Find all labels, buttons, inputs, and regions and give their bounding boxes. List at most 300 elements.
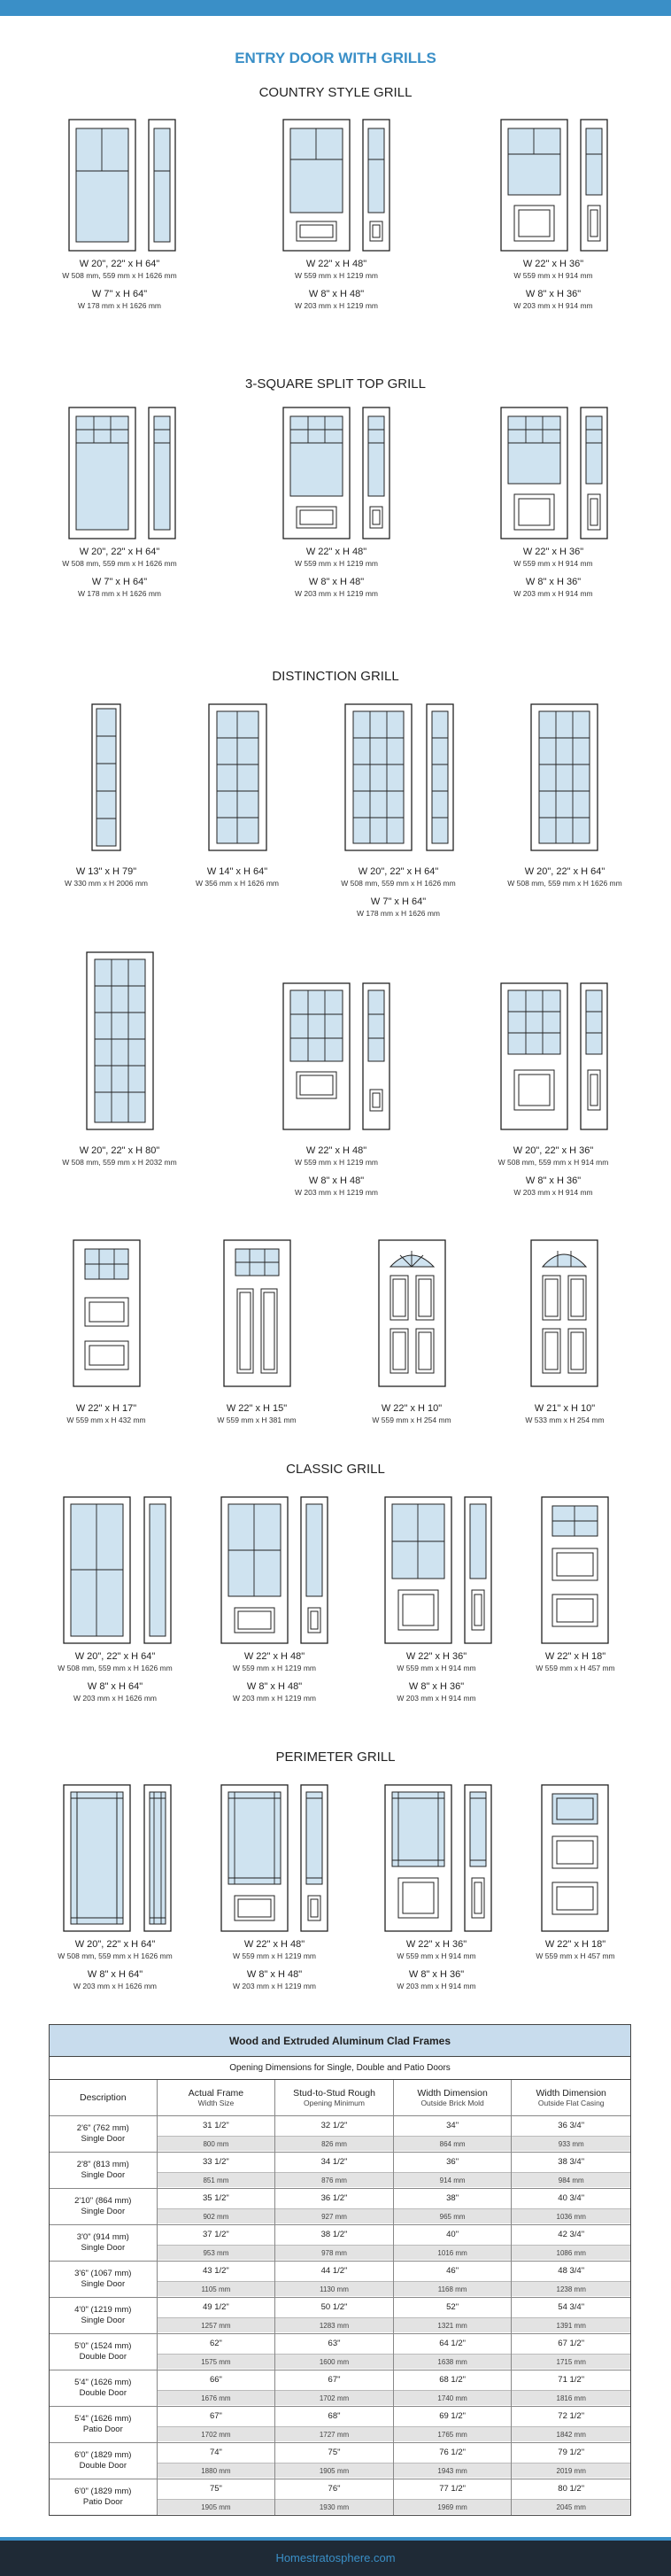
sidelite-perimeter-48 xyxy=(301,1785,328,1931)
caption-distinction-7-side: W 8" x H 36" xyxy=(525,1175,582,1186)
door-distinction-10 xyxy=(379,1240,445,1386)
inch-value: 36 3/4" xyxy=(558,2121,585,2130)
caption-classic-2-size: W 22" x H 48" xyxy=(243,1651,305,1662)
door-distinction-15 xyxy=(224,1240,290,1386)
table-header-row xyxy=(50,2080,630,2116)
caption-split-3-side: W 8" x H 36" xyxy=(525,577,582,587)
column-header-flat-casing xyxy=(512,2080,630,2115)
inch-value: 31 1/2" xyxy=(203,2121,229,2130)
mm-value: 1168 mm xyxy=(394,2281,512,2296)
mm-value: 1638 mm xyxy=(394,2354,512,2369)
door-type: Patio Door xyxy=(82,2425,123,2434)
table-cell xyxy=(275,2189,394,2224)
header-main: Width Dimension xyxy=(536,2088,606,2099)
inch-value: 35 1/2" xyxy=(203,2193,229,2203)
table-cell xyxy=(512,2443,630,2479)
door-perimeter-36 xyxy=(385,1785,451,1931)
caption-split-3-size: W 22" x H 36" xyxy=(522,547,584,557)
mm-value: 984 mm xyxy=(512,2172,630,2187)
caption-classic-3-side-mm: W 203 mm x H 914 mm xyxy=(397,1694,476,1703)
mm-value: 953 mm xyxy=(158,2245,275,2260)
door-size: 4'0" (1219 mm) xyxy=(74,2305,132,2315)
row-description xyxy=(50,2262,158,2297)
caption-country-3-side: W 8" x H 36" xyxy=(525,289,582,299)
inch-value: 33 1/2" xyxy=(203,2157,229,2167)
caption-distinction-6-side: W 8" x H 48" xyxy=(308,1175,365,1186)
sidelite-distinction-79 xyxy=(92,704,120,850)
door-size: 3'6" (1067 mm) xyxy=(74,2269,132,2278)
inch-value: 42 3/4" xyxy=(558,2230,585,2239)
caption-classic-3-size: W 22" x H 36" xyxy=(405,1651,467,1662)
header-main: Width Dimension xyxy=(417,2088,488,2099)
inch-value: 68 1/2" xyxy=(439,2375,466,2385)
caption-distinction-1-mm: W 330 mm x H 2006 mm xyxy=(65,879,148,888)
inch-value: 76 1/2" xyxy=(439,2448,466,2457)
inch-value: 34 1/2" xyxy=(320,2157,348,2167)
caption-distinction-3-side: W 7" x H 64" xyxy=(370,896,427,907)
mm-value: 1930 mm xyxy=(275,2499,393,2514)
inch-value: 38 1/2" xyxy=(320,2230,348,2239)
caption-perimeter-1-side-mm: W 203 mm x H 1626 mm xyxy=(73,1982,157,1990)
caption-split-3-side-mm: W 203 mm x H 914 mm xyxy=(513,589,593,598)
table-cell xyxy=(512,2334,630,2370)
mm-value: 1816 mm xyxy=(512,2390,630,2405)
mm-value: 1969 mm xyxy=(394,2499,512,2514)
caption-perimeter-1-mm: W 508 mm, 559 mm x H 1626 mm xyxy=(58,1951,173,1960)
column-header-frame xyxy=(158,2080,276,2115)
door-distinction-64b xyxy=(531,704,598,850)
inch-value: 64 1/2" xyxy=(439,2339,466,2348)
inch-value: 68" xyxy=(328,2411,341,2421)
caption-country-1-mm: W 508 mm, 559 mm x H 1626 mm xyxy=(62,271,177,280)
table-cell xyxy=(158,2443,276,2479)
caption-distinction-8-size: W 22" x H 17" xyxy=(75,1403,137,1414)
mm-value: 851 mm xyxy=(158,2172,275,2187)
table-cell xyxy=(394,2479,513,2515)
table-cell xyxy=(512,2189,630,2224)
table-cell xyxy=(512,2370,630,2406)
table-cell xyxy=(275,2116,394,2152)
column-header-brick-mold xyxy=(394,2080,513,2115)
door-size: 5'0" (1524 mm) xyxy=(74,2341,132,2351)
table-row xyxy=(50,2189,630,2225)
mm-value: 927 mm xyxy=(275,2208,393,2223)
inch-value: 71 1/2" xyxy=(558,2375,585,2385)
mm-value: 826 mm xyxy=(275,2136,393,2151)
mm-value: 1257 mm xyxy=(158,2317,275,2332)
door-type: Single Door xyxy=(81,2207,126,2216)
table-cell xyxy=(158,2225,276,2261)
table-cell xyxy=(158,2116,276,2152)
row-description xyxy=(50,2443,158,2479)
row-description xyxy=(50,2479,158,2515)
caption-classic-1-side: W 8" x H 64" xyxy=(87,1681,143,1692)
caption-distinction-6-mm: W 559 mm x H 1219 mm xyxy=(295,1158,378,1167)
section-title-perimeter: PERIMETER GRILL xyxy=(275,1750,396,1765)
table-cell xyxy=(394,2334,513,2370)
door-distinction-36 xyxy=(501,983,567,1129)
inch-value: 67" xyxy=(209,2411,222,2421)
table-cell xyxy=(275,2225,394,2261)
inch-value: 54 3/4" xyxy=(558,2302,585,2312)
inch-value: 43 1/2" xyxy=(203,2266,229,2276)
table-cell xyxy=(275,2407,394,2442)
table-cell xyxy=(158,2262,276,2297)
sidelite-country-36 xyxy=(581,120,607,251)
inch-value: 52" xyxy=(446,2302,459,2312)
caption-classic-4-mm: W 559 mm x H 457 mm xyxy=(536,1664,615,1672)
door-size: 5'4" (1626 mm) xyxy=(74,2378,132,2387)
section-title-classic: CLASSIC GRILL xyxy=(286,1462,385,1477)
row-description xyxy=(50,2225,158,2261)
caption-perimeter-3-mm: W 559 mm x H 914 mm xyxy=(397,1951,476,1960)
door-type: Double Door xyxy=(79,2461,127,2471)
mm-value: 1600 mm xyxy=(275,2354,393,2369)
footer-accent-line xyxy=(0,2537,671,2541)
mm-value: 1016 mm xyxy=(394,2245,512,2260)
column-header-rough-opening xyxy=(275,2080,394,2115)
mm-value: 1905 mm xyxy=(158,2499,275,2514)
caption-split-1-size: W 20", 22" x H 64" xyxy=(79,547,160,557)
table-body xyxy=(50,2116,630,2515)
inch-value: 38 3/4" xyxy=(558,2157,585,2167)
caption-perimeter-3-side: W 8" x H 36" xyxy=(408,1969,465,1980)
mm-value: 1238 mm xyxy=(512,2281,630,2296)
inch-value: 48 3/4" xyxy=(558,2266,585,2276)
inch-value: 36" xyxy=(446,2157,459,2167)
sidelite-country-48 xyxy=(363,120,389,251)
caption-classic-4-size: W 22" x H 18" xyxy=(544,1651,606,1662)
caption-country-1-side-mm: W 178 mm x H 1626 mm xyxy=(78,301,161,310)
row-description xyxy=(50,2189,158,2224)
caption-split-2-side: W 8" x H 48" xyxy=(308,577,365,587)
mm-value: 1283 mm xyxy=(275,2317,393,2332)
caption-perimeter-4-size: W 22" x H 18" xyxy=(544,1939,606,1950)
table-cell xyxy=(158,2334,276,2370)
table-cell xyxy=(394,2443,513,2479)
table-cell xyxy=(512,2116,630,2152)
inch-value: 40" xyxy=(446,2230,459,2239)
caption-distinction-2-mm: W 356 mm x H 1626 mm xyxy=(196,879,279,888)
door-classic-64 xyxy=(64,1497,130,1643)
row-description xyxy=(50,2407,158,2442)
caption-split-2-mm: W 559 mm x H 1219 mm xyxy=(295,559,378,568)
inch-value: 32 1/2" xyxy=(320,2121,348,2130)
caption-distinction-6-side-mm: W 203 mm x H 1219 mm xyxy=(295,1188,378,1197)
table-cell xyxy=(394,2153,513,2188)
table-cell xyxy=(394,2262,513,2297)
dimensions-table xyxy=(49,2024,631,2516)
inch-value: 36 1/2" xyxy=(320,2193,348,2203)
table-row xyxy=(50,2334,630,2370)
door-type: Single Door xyxy=(81,2134,126,2144)
caption-distinction-2-size: W 14" x H 64" xyxy=(206,866,268,877)
door-country-36 xyxy=(501,120,567,251)
caption-perimeter-2-side: W 8" x H 48" xyxy=(246,1969,303,1980)
door-classic-36 xyxy=(385,1497,451,1643)
table-row xyxy=(50,2370,630,2407)
sidelite-distinction-64 xyxy=(427,704,453,850)
section-title-split: 3-SQUARE SPLIT TOP GRILL xyxy=(245,376,426,392)
mm-value: 1130 mm xyxy=(275,2281,393,2296)
inch-value: 80 1/2" xyxy=(558,2484,585,2494)
caption-classic-2-side-mm: W 203 mm x H 1219 mm xyxy=(233,1694,316,1703)
table-cell xyxy=(158,2298,276,2333)
caption-country-3-mm: W 559 mm x H 914 mm xyxy=(513,271,593,280)
inch-value: 63" xyxy=(328,2339,341,2348)
table-cell xyxy=(275,2298,394,2333)
door-size: 6'0" (1829 mm) xyxy=(74,2487,132,2496)
header-main: Stud-to-Stud Rough xyxy=(293,2088,375,2099)
door-split-48 xyxy=(283,407,350,539)
table-cell xyxy=(275,2262,394,2297)
sidelite-distinction-48 xyxy=(363,983,389,1129)
door-perimeter-48 xyxy=(221,1785,288,1931)
header-sub: Width Size xyxy=(197,2099,235,2107)
inch-value: 79 1/2" xyxy=(558,2448,585,2457)
caption-classic-2-side: W 8" x H 48" xyxy=(246,1681,303,1692)
caption-perimeter-1-size: W 20", 22" x H 64" xyxy=(74,1939,156,1950)
mm-value: 2019 mm xyxy=(512,2463,630,2478)
door-distinction-10-arch xyxy=(531,1240,598,1386)
door-size: 2'10" (864 mm) xyxy=(74,2196,132,2206)
inch-value: 62" xyxy=(209,2339,222,2348)
caption-country-3-side-mm: W 203 mm x H 914 mm xyxy=(513,301,593,310)
table-cell xyxy=(512,2407,630,2442)
door-split-36 xyxy=(501,407,567,539)
caption-distinction-11-mm: W 533 mm x H 254 mm xyxy=(525,1416,605,1424)
mm-value: 1391 mm xyxy=(512,2317,630,2332)
door-distinction-48 xyxy=(283,983,350,1129)
caption-perimeter-3-size: W 22" x H 36" xyxy=(405,1939,467,1950)
inch-value: 67 1/2" xyxy=(558,2339,585,2348)
inch-value: 44 1/2" xyxy=(320,2266,348,2276)
table-cell xyxy=(158,2479,276,2515)
table-cell xyxy=(394,2116,513,2152)
table-cell xyxy=(512,2153,630,2188)
mm-value: 1765 mm xyxy=(394,2426,512,2441)
table-cell xyxy=(512,2479,630,2515)
caption-perimeter-1-side: W 8" x H 64" xyxy=(87,1969,143,1980)
caption-distinction-5-mm: W 508 mm, 559 mm x H 2032 mm xyxy=(62,1158,177,1167)
table-row xyxy=(50,2262,630,2298)
caption-distinction-10-mm: W 559 mm x H 254 mm xyxy=(372,1416,451,1424)
inch-value: 34" xyxy=(446,2121,459,2130)
door-size: 2'8" (813 mm) xyxy=(76,2160,129,2169)
inch-value: 75" xyxy=(328,2448,341,2457)
door-type: Single Door xyxy=(81,2316,126,2325)
table-cell xyxy=(394,2189,513,2224)
door-distinction-80 xyxy=(87,952,153,1129)
mm-value: 1715 mm xyxy=(512,2354,630,2369)
sidelite-split-48 xyxy=(363,407,389,539)
sidelite-classic-64 xyxy=(144,1497,171,1643)
table-row xyxy=(50,2153,630,2189)
door-perimeter-64 xyxy=(64,1785,130,1931)
mm-value: 1740 mm xyxy=(394,2390,512,2405)
door-type: Double Door xyxy=(79,2352,127,2362)
mm-value: 1905 mm xyxy=(275,2463,393,2478)
caption-country-1-side: W 7" x H 64" xyxy=(91,289,148,299)
mm-value: 902 mm xyxy=(158,2208,275,2223)
inch-value: 74" xyxy=(209,2448,222,2457)
row-description xyxy=(50,2153,158,2188)
table-row xyxy=(50,2443,630,2479)
caption-classic-3-side: W 8" x H 36" xyxy=(408,1681,465,1692)
inch-value: 69 1/2" xyxy=(439,2411,466,2421)
table-cell xyxy=(158,2370,276,2406)
mm-value: 1880 mm xyxy=(158,2463,275,2478)
caption-distinction-4-size: W 20", 22" x H 64" xyxy=(524,866,605,877)
mm-value: 800 mm xyxy=(158,2136,275,2151)
inch-value: 76" xyxy=(328,2484,341,2494)
sidelite-split-36 xyxy=(581,407,607,539)
caption-classic-1-side-mm: W 203 mm x H 1626 mm xyxy=(73,1694,157,1703)
caption-perimeter-2-size: W 22" x H 48" xyxy=(243,1939,305,1950)
caption-distinction-7-size: W 20", 22" x H 36" xyxy=(513,1145,594,1156)
caption-classic-1-mm: W 508 mm, 559 mm x H 1626 mm xyxy=(58,1664,173,1672)
caption-distinction-3-side-mm: W 178 mm x H 1626 mm xyxy=(357,909,440,918)
inch-value: 77 1/2" xyxy=(439,2484,466,2494)
table-cell xyxy=(394,2298,513,2333)
door-size: 5'4" (1626 mm) xyxy=(74,2414,132,2424)
sidelite-perimeter-36 xyxy=(465,1785,491,1931)
inch-value: 49 1/2" xyxy=(203,2302,229,2312)
sidelite-classic-48 xyxy=(301,1497,328,1643)
mm-value: 965 mm xyxy=(394,2208,512,2223)
caption-distinction-7-mm: W 508 mm, 559 mm x H 914 mm xyxy=(497,1158,609,1167)
door-split-64 xyxy=(69,407,135,539)
footer-site-name: Homestratosphere.com xyxy=(275,2551,396,2564)
table-subtitle: Opening Dimensions for Single, Double and Patio Doors xyxy=(50,2057,630,2080)
caption-country-2-side: W 8" x H 48" xyxy=(308,289,365,299)
table-cell xyxy=(275,2479,394,2515)
caption-distinction-11-size: W 21" x H 10" xyxy=(534,1403,596,1414)
mm-value: 1676 mm xyxy=(158,2390,275,2405)
mm-value: 876 mm xyxy=(275,2172,393,2187)
caption-perimeter-4-mm: W 559 mm x H 457 mm xyxy=(536,1951,615,1960)
caption-perimeter-3-side-mm: W 203 mm x H 914 mm xyxy=(397,1982,476,1990)
mm-value: 1842 mm xyxy=(512,2426,630,2441)
caption-split-1-side-mm: W 178 mm x H 1626 mm xyxy=(78,589,161,598)
caption-classic-1-size: W 20", 22" x H 64" xyxy=(74,1651,156,1662)
caption-distinction-1-size: W 13" x H 79" xyxy=(75,866,137,877)
table-cell xyxy=(275,2370,394,2406)
caption-split-1-mm: W 508 mm, 559 mm x H 1626 mm xyxy=(62,559,177,568)
caption-distinction-10-size: W 22" x H 10" xyxy=(381,1403,443,1414)
door-type: Single Door xyxy=(81,2170,126,2180)
caption-distinction-3-mm: W 508 mm, 559 mm x H 1626 mm xyxy=(341,879,456,888)
door-distinction-64 xyxy=(345,704,412,850)
caption-distinction-4-mm: W 508 mm, 559 mm x H 1626 mm xyxy=(507,879,622,888)
mm-value: 864 mm xyxy=(394,2136,512,2151)
table-cell xyxy=(512,2262,630,2297)
caption-split-2-size: W 22" x H 48" xyxy=(305,547,367,557)
door-type: Single Door xyxy=(81,2279,126,2289)
mm-value: 1943 mm xyxy=(394,2463,512,2478)
door-size: 6'0" (1829 mm) xyxy=(74,2450,132,2460)
page-title: ENTRY DOOR WITH GRILLS xyxy=(235,50,436,66)
caption-distinction-9-mm: W 559 mm x H 381 mm xyxy=(217,1416,297,1424)
inch-value: 72 1/2" xyxy=(558,2411,585,2421)
inch-value: 40 3/4" xyxy=(558,2193,585,2203)
header-main: Actual Frame xyxy=(188,2088,244,2099)
inch-value: 37 1/2" xyxy=(203,2230,229,2239)
door-country-64 xyxy=(69,120,135,251)
mm-value: 1036 mm xyxy=(512,2208,630,2223)
sidelite-distinction-36 xyxy=(581,983,607,1129)
table-cell xyxy=(394,2407,513,2442)
table-row xyxy=(50,2298,630,2334)
table-row xyxy=(50,2116,630,2153)
mm-value: 914 mm xyxy=(394,2172,512,2187)
caption-split-3-mm: W 559 mm x H 914 mm xyxy=(513,559,593,568)
caption-split-2-side-mm: W 203 mm x H 1219 mm xyxy=(295,589,378,598)
row-description xyxy=(50,2116,158,2152)
table-row xyxy=(50,2225,630,2262)
door-classic-18 xyxy=(542,1497,608,1643)
caption-country-1-size: W 20", 22" x H 64" xyxy=(79,259,160,269)
caption-country-3-size: W 22" x H 36" xyxy=(522,259,584,269)
header-sub: Opening Minimum xyxy=(304,2099,365,2107)
door-size: 2'6" (762 mm) xyxy=(76,2123,129,2133)
table-cell xyxy=(275,2443,394,2479)
sidelite-country-64 xyxy=(149,120,175,251)
table-cell xyxy=(394,2370,513,2406)
mm-value: 1727 mm xyxy=(275,2426,393,2441)
caption-perimeter-2-mm: W 559 mm x H 1219 mm xyxy=(233,1951,316,1960)
door-type: Single Door xyxy=(81,2243,126,2253)
sidelite-classic-36 xyxy=(465,1497,491,1643)
table-cell xyxy=(512,2298,630,2333)
row-description xyxy=(50,2370,158,2406)
table-row xyxy=(50,2479,630,2515)
caption-distinction-5-size: W 20", 22" x H 80" xyxy=(79,1145,160,1156)
sidelite-perimeter-64 xyxy=(144,1785,171,1931)
header-main: Description xyxy=(80,2092,127,2103)
door-classic-48 xyxy=(221,1497,288,1643)
mm-value: 933 mm xyxy=(512,2136,630,2151)
table-row xyxy=(50,2407,630,2443)
mm-value: 1321 mm xyxy=(394,2317,512,2332)
table-cell xyxy=(158,2189,276,2224)
column-header-description xyxy=(50,2080,158,2115)
row-description xyxy=(50,2334,158,2370)
table-cell xyxy=(158,2153,276,2188)
door-distinction-17 xyxy=(73,1240,140,1386)
inch-value: 75" xyxy=(209,2484,222,2494)
caption-split-1-side: W 7" x H 64" xyxy=(91,577,148,587)
mm-value: 1105 mm xyxy=(158,2281,275,2296)
caption-distinction-7-side-mm: W 203 mm x H 914 mm xyxy=(513,1188,593,1197)
caption-classic-2-mm: W 559 mm x H 1219 mm xyxy=(233,1664,316,1672)
section-title-country: COUNTRY STYLE GRILL xyxy=(258,85,413,100)
door-distinction-14x64 xyxy=(209,704,266,850)
mm-value: 1575 mm xyxy=(158,2354,275,2369)
door-perimeter-18 xyxy=(542,1785,608,1931)
caption-distinction-3-size: W 20", 22" x H 64" xyxy=(358,866,439,877)
header-sub: Outside Brick Mold xyxy=(420,2099,484,2107)
caption-distinction-6-size: W 22" x H 48" xyxy=(305,1145,367,1156)
caption-country-2-side-mm: W 203 mm x H 1219 mm xyxy=(295,301,378,310)
caption-country-2-mm: W 559 mm x H 1219 mm xyxy=(295,271,378,280)
table-cell xyxy=(275,2334,394,2370)
inch-value: 66" xyxy=(209,2375,222,2385)
inch-value: 38" xyxy=(446,2193,459,2203)
inch-value: 50 1/2" xyxy=(320,2302,348,2312)
caption-distinction-8-mm: W 559 mm x H 432 mm xyxy=(66,1416,146,1424)
caption-distinction-9-size: W 22" x H 15" xyxy=(226,1403,288,1414)
